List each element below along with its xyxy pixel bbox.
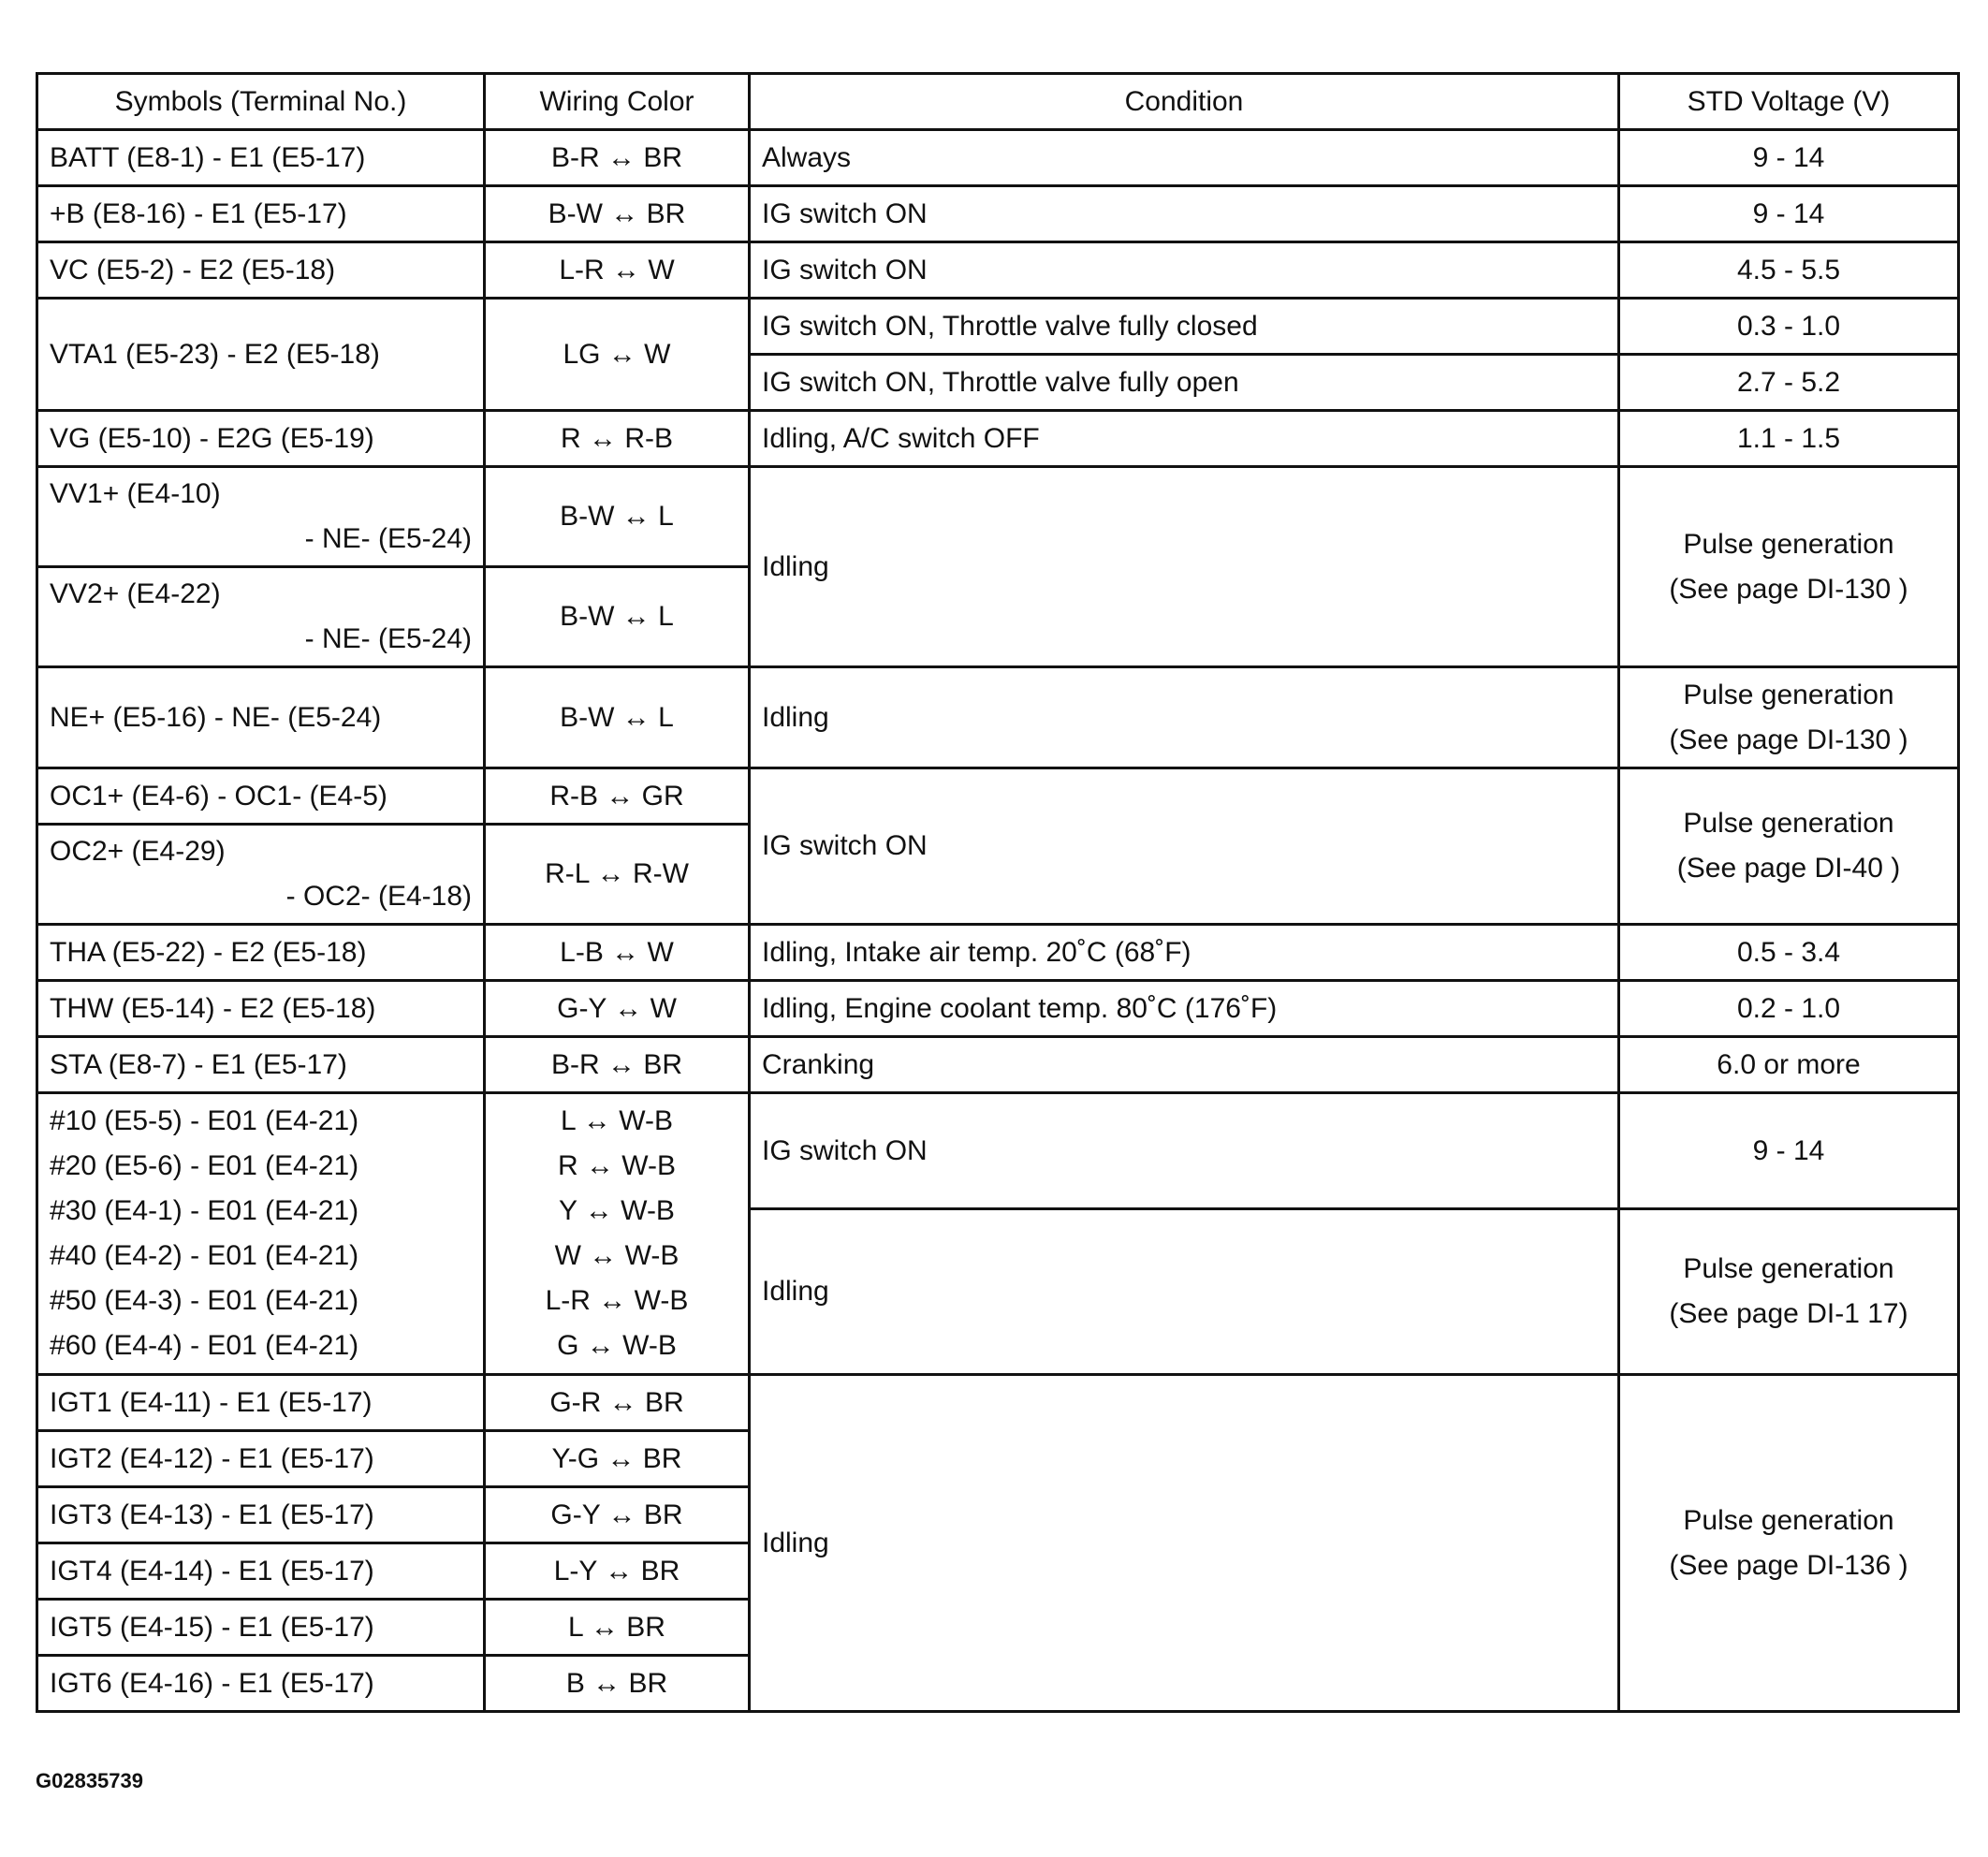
voltage-cell	[1619, 467, 1959, 667]
wiring-cell: B-W ↔ L	[485, 667, 750, 768]
wiring-cell: LG ↔ W	[485, 299, 750, 411]
figure-code: G02835739	[36, 1769, 143, 1792]
injector-wiring: R ↔ W-B	[557, 1150, 677, 1181]
wiring-cell: L-B ↔ W	[485, 925, 750, 981]
voltage-cell	[1619, 768, 1959, 925]
voltage-cell: 2.7 - 5.2	[1619, 355, 1959, 411]
injector-symbol: #50 (E4-3) - E01 (E4-21)	[50, 1285, 359, 1316]
injector-symbol: #20 (E5-6) - E01 (E4-21)	[50, 1150, 359, 1181]
symbol-line: VV1+ (E4-10)	[50, 478, 221, 509]
symbol-cell: STA (E8-7) - E1 (E5-17)	[37, 1037, 485, 1093]
table-row-sta	[37, 1037, 1959, 1093]
table-row-ne	[37, 667, 1959, 768]
injector-wiring: Y ↔ W-B	[559, 1195, 675, 1226]
symbol-cell: BATT (E8-1) - E1 (E5-17)	[37, 130, 485, 186]
table-row-igt1	[37, 1375, 1959, 1431]
table-row-thw	[37, 981, 1959, 1037]
table-row-vg	[37, 411, 1959, 467]
voltage-line: Pulse generation	[1683, 808, 1894, 839]
symbol-cell: IGT3 (E4-13) - E1 (E5-17)	[37, 1487, 485, 1543]
voltage-cell: 9 - 14	[1619, 186, 1959, 242]
wiring-cell: B-R ↔ BR	[485, 1037, 750, 1093]
condition-cell: IG switch ON, Throttle valve fully open	[750, 355, 1619, 411]
symbol-cell: IGT2 (E4-12) - E1 (E5-17)	[37, 1431, 485, 1487]
condition-cell: IG switch ON	[750, 1093, 1619, 1209]
symbol-line: - NE- (E5-24)	[304, 623, 472, 654]
voltage-line: Pulse generation	[1683, 1504, 1894, 1536]
wiring-cell: G-Y ↔ W	[485, 981, 750, 1037]
symbol-cell: VTA1 (E5-23) - E2 (E5-18)	[37, 299, 485, 411]
voltage-cell: 0.5 - 3.4	[1619, 925, 1959, 981]
page-reference: (See page DI-40 )	[1676, 853, 1901, 884]
page-reference: (See page DI-130 )	[1669, 724, 1908, 755]
injector-symbol: #30 (E4-1) - E01 (E4-21)	[50, 1195, 359, 1226]
symbol-cell: THW (E5-14) - E2 (E5-18)	[37, 981, 485, 1037]
wiring-cell: B ↔ BR	[485, 1656, 750, 1712]
wiring-cell: B-R ↔ BR	[485, 130, 750, 186]
symbol-cell: IGT4 (E4-14) - E1 (E5-17)	[37, 1543, 485, 1600]
voltage-cell	[1619, 1375, 1959, 1712]
voltage-cell: 9 - 14	[1619, 1093, 1959, 1209]
condition-cell: Idling	[750, 467, 1619, 667]
condition-cell: Idling, A/C switch OFF	[750, 411, 1619, 467]
page-reference: (See page DI-130 )	[1669, 573, 1908, 605]
header-std-voltage: STD Voltage (V)	[1619, 74, 1959, 130]
condition-cell: IG switch ON	[750, 242, 1619, 299]
symbol-line: - OC2- (E4-18)	[285, 881, 472, 912]
table-row-batt	[37, 130, 1959, 186]
symbol-line: VV2+ (E4-22)	[50, 578, 221, 609]
wiring-cell: B-W ↔ BR	[485, 186, 750, 242]
symbol-line: OC2+ (E4-29)	[50, 836, 226, 867]
voltage-cell: 0.3 - 1.0	[1619, 299, 1959, 355]
voltage-cell: 1.1 - 1.5	[1619, 411, 1959, 467]
injector-symbol: #60 (E4-4) - E01 (E4-21)	[50, 1330, 359, 1361]
wiring-cell: L-R ↔ W	[485, 242, 750, 299]
voltage-cell	[1619, 667, 1959, 768]
voltage-line: Pulse generation	[1683, 528, 1894, 560]
symbol-cell: +B (E8-16) - E1 (E5-17)	[37, 186, 485, 242]
symbol-cell: VC (E5-2) - E2 (E5-18)	[37, 242, 485, 299]
condition-cell: Always	[750, 130, 1619, 186]
table-row-vc	[37, 242, 1959, 299]
table-row-tha	[37, 925, 1959, 981]
condition-cell: Idling	[750, 1375, 1619, 1712]
symbol-cell: IGT6 (E4-16) - E1 (E5-17)	[37, 1656, 485, 1712]
condition-cell: Idling	[750, 667, 1619, 768]
symbol-cell: IGT5 (E4-15) - E1 (E5-17)	[37, 1600, 485, 1656]
table-row-plus-b	[37, 186, 1959, 242]
symbol-cell	[37, 825, 485, 925]
page-reference: (See page DI-136 )	[1669, 1549, 1908, 1581]
wiring-cell: R-B ↔ GR	[485, 768, 750, 825]
condition-cell: Cranking	[750, 1037, 1619, 1093]
injector-wiring: G ↔ W-B	[557, 1330, 677, 1361]
symbol-line: - NE- (E5-24)	[304, 523, 472, 554]
condition-cell: Idling, Engine coolant temp. 80˚C (176˚F)	[750, 981, 1619, 1037]
symbol-cell: VG (E5-10) - E2G (E5-19)	[37, 411, 485, 467]
wiring-cell: B-W ↔ L	[485, 567, 750, 667]
header-wiring-color: Wiring Color	[485, 74, 750, 130]
condition-cell: IG switch ON	[750, 186, 1619, 242]
wiring-cell: R-L ↔ R-W	[485, 825, 750, 925]
wiring-cell: B-W ↔ L	[485, 467, 750, 567]
symbol-cell: IGT1 (E4-11) - E1 (E5-17)	[37, 1375, 485, 1431]
symbol-cell: OC1+ (E4-6) - OC1- (E4-5)	[37, 768, 485, 825]
wiring-cell	[485, 1093, 750, 1375]
header-row	[37, 74, 1959, 130]
symbol-cell: THA (E5-22) - E2 (E5-18)	[37, 925, 485, 981]
voltage-cell	[1619, 1209, 1959, 1375]
header-condition: Condition	[750, 74, 1619, 130]
condition-cell: IG switch ON	[750, 768, 1619, 925]
wiring-cell: R ↔ R-B	[485, 411, 750, 467]
wiring-cell: L ↔ BR	[485, 1600, 750, 1656]
table-row-vta1	[37, 299, 1959, 355]
wiring-cell: G-R ↔ BR	[485, 1375, 750, 1431]
wiring-cell: G-Y ↔ BR	[485, 1487, 750, 1543]
voltage-line: Pulse generation	[1683, 679, 1894, 710]
table-row-vv1	[37, 467, 1959, 567]
voltage-cell: 0.2 - 1.0	[1619, 981, 1959, 1037]
page-reference: (See page DI-1 17)	[1669, 1298, 1908, 1329]
voltage-cell: 9 - 14	[1619, 130, 1959, 186]
voltage-line: Pulse generation	[1683, 1253, 1894, 1284]
voltage-cell: 4.5 - 5.5	[1619, 242, 1959, 299]
symbol-cell	[37, 567, 485, 667]
voltage-cell: 6.0 or more	[1619, 1037, 1959, 1093]
injector-wiring: L ↔ W-B	[560, 1105, 673, 1136]
condition-cell: IG switch ON, Throttle valve fully closed	[750, 299, 1619, 355]
symbol-cell	[37, 467, 485, 567]
wiring-cell: Y-G ↔ BR	[485, 1431, 750, 1487]
table-row-oc1	[37, 768, 1959, 825]
header-symbols: Symbols (Terminal No.)	[37, 74, 485, 130]
wiring-cell: L-Y ↔ BR	[485, 1543, 750, 1600]
condition-cell: Idling	[750, 1209, 1619, 1375]
injector-symbol: #10 (E5-5) - E01 (E4-21)	[50, 1105, 359, 1136]
injector-wiring: L-R ↔ W-B	[545, 1285, 689, 1316]
injector-symbol: #40 (E4-2) - E01 (E4-21)	[50, 1240, 359, 1271]
table-row-injectors	[37, 1093, 1959, 1209]
terminal-voltage-table	[36, 72, 1960, 1713]
injector-wiring: W ↔ W-B	[554, 1240, 680, 1271]
symbol-cell	[37, 1093, 485, 1375]
symbol-cell: NE+ (E5-16) - NE- (E5-24)	[37, 667, 485, 768]
condition-cell: Idling, Intake air temp. 20˚C (68˚F)	[750, 925, 1619, 981]
